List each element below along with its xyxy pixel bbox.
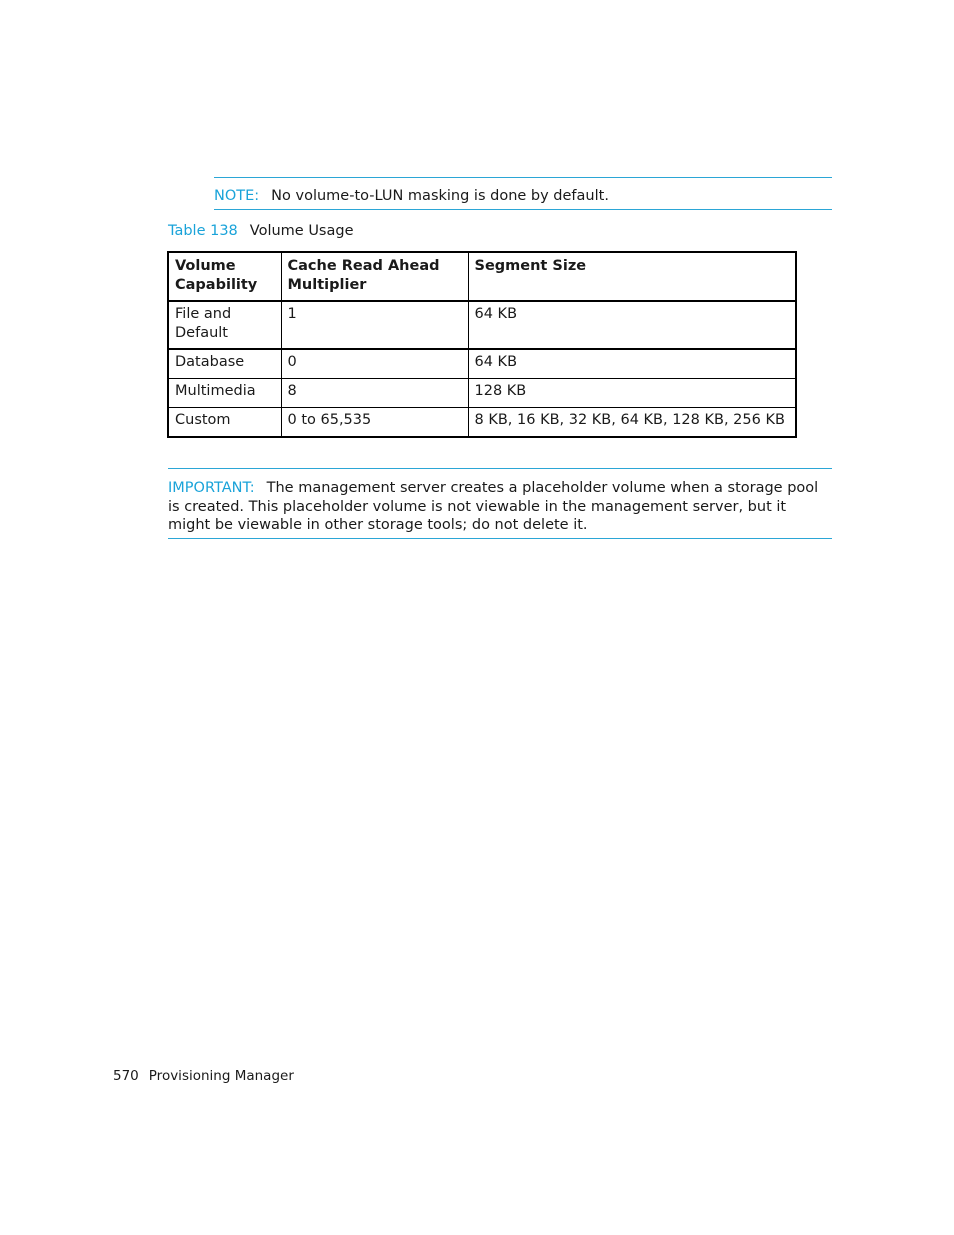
page-number: 570 [113,1068,139,1084]
note-label: NOTE: [214,188,260,204]
cell-multiplier: 8 [281,379,468,408]
cell-capability: Multimedia [168,379,281,408]
cell-multiplier: 0 [281,349,468,379]
table-title: Volume Usage [249,223,354,239]
important-text: The management server creates a placeholder volume when a storage pool is created. This placeholder volume is not viewable in the management server, but it might be viewable in other storage tools; do not delete it. [168,480,819,533]
table-row [168,349,796,379]
cell-segment-size: 64 KB [468,349,796,379]
table-row [168,379,796,408]
table-header-row [168,252,796,301]
header-volume-capability: Volume Capability [168,252,281,301]
cell-segment-size: 128 KB [468,379,796,408]
note-text: No volume-to-LUN masking is done by default. [271,188,609,204]
cell-segment-size: 8 KB, 16 KB, 32 KB, 64 KB, 128 KB, 256 KB [468,408,796,438]
table-row [168,301,796,349]
cell-multiplier: 1 [281,301,468,349]
cell-capability: Database [168,349,281,379]
page-footer [113,1067,294,1085]
note-box [214,177,832,210]
footer-section: Provisioning Manager [148,1068,294,1084]
header-segment-size: Segment Size [468,252,796,301]
volume-usage-table [167,251,797,438]
cell-capability: Custom [168,408,281,438]
cell-segment-size: 64 KB [468,301,796,349]
table-caption [168,221,354,241]
cell-capability: File and Default [168,301,281,349]
table-row [168,408,796,438]
important-box [168,468,832,539]
important-label: IMPORTANT: [168,480,255,496]
header-cache-read-ahead: Cache Read Ahead Multiplier [281,252,468,301]
cell-multiplier: 0 to 65,535 [281,408,468,438]
table-number: Table 138 [168,223,238,239]
